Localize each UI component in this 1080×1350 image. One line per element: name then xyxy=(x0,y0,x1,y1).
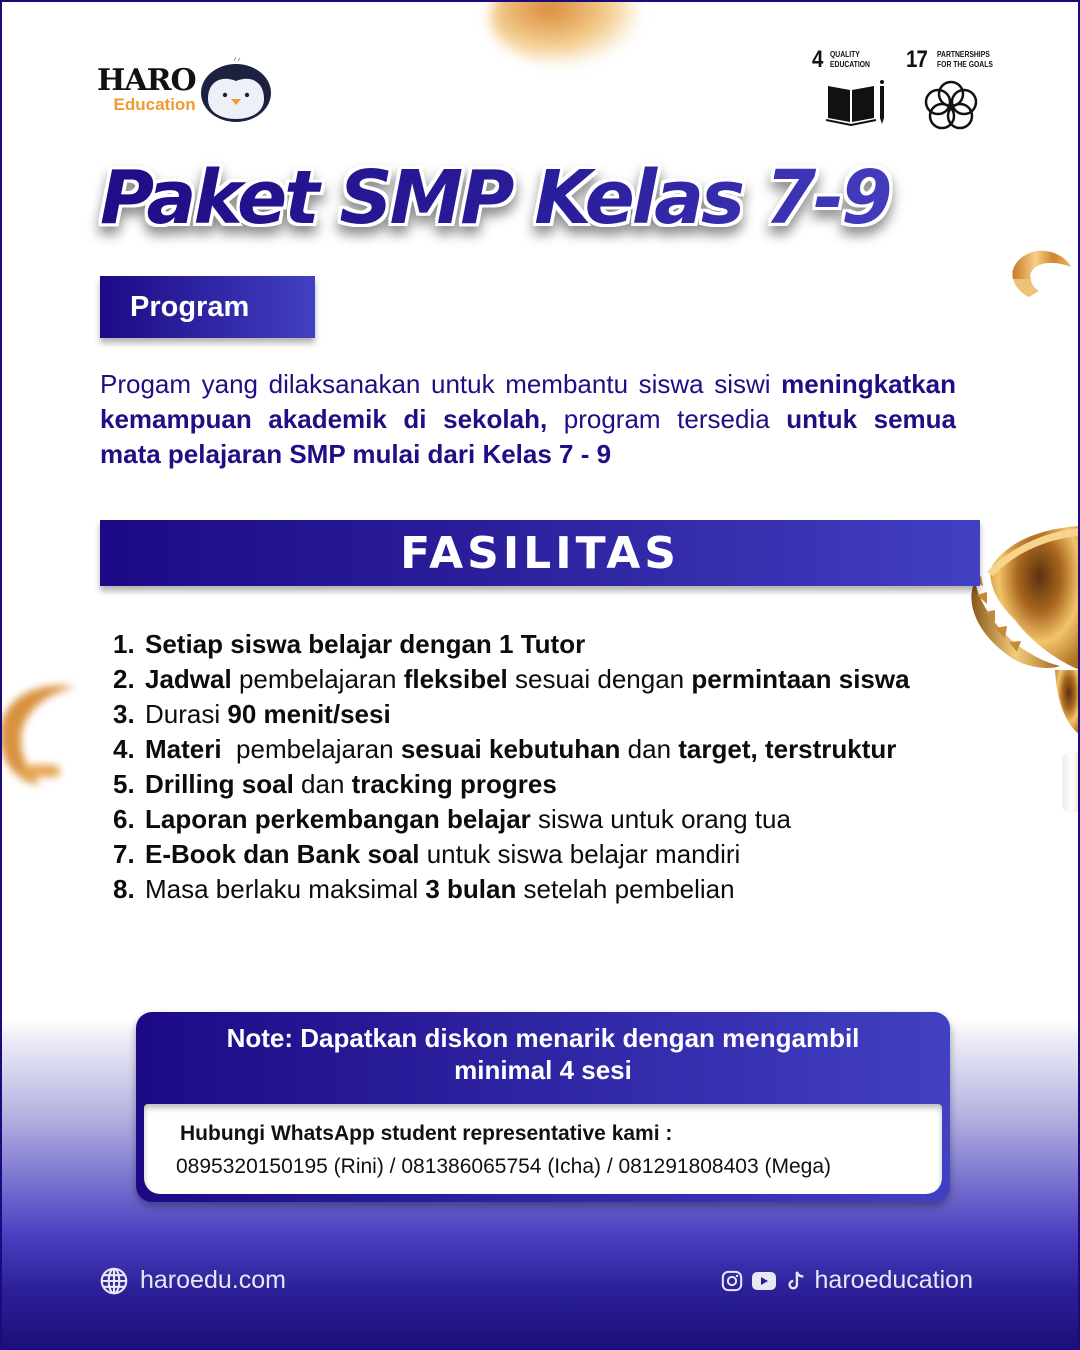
facility-plain-text: dan xyxy=(620,734,679,764)
website-text: haroedu.com xyxy=(140,1266,286,1294)
facility-item xyxy=(113,802,975,837)
social-handle: haroeducation xyxy=(814,1266,973,1294)
gold-ribbon-decoration xyxy=(1005,245,1075,300)
facility-bold-text: Laporan perkembangan belajar xyxy=(145,804,531,834)
facility-text xyxy=(145,662,975,697)
facility-bold-text: permintaan siswa xyxy=(691,664,910,694)
contact-numbers[interactable]: 0895320150195 (Rini) / 081386065754 (Icha) / 081291808403 (Mega) xyxy=(176,1155,831,1178)
program-label: Program xyxy=(130,290,250,323)
description-text: program tersedia xyxy=(547,404,787,434)
penguin-mascot-icon xyxy=(200,57,272,123)
facility-number: 1. xyxy=(113,629,135,659)
facility-plain-text: pembelajaran xyxy=(221,734,401,764)
brand-subtitle: Education xyxy=(113,95,196,114)
note-line-1: Note: Dapatkan diskon menarik dengan mengambil xyxy=(226,1023,860,1053)
facility-text xyxy=(145,732,975,767)
facility-number: 3. xyxy=(113,699,135,729)
facility-number: 2. xyxy=(113,664,135,694)
facility-text xyxy=(145,802,975,837)
sdg-label-line1: QUALITY xyxy=(830,50,861,59)
note-line-2: minimal 4 sesi xyxy=(454,1055,632,1085)
youtube-icon[interactable] xyxy=(751,1270,777,1292)
sdg-label-line1: PARTNERSHIPS xyxy=(936,50,990,59)
page-title: Paket SMP Kelas 7-9 xyxy=(100,148,980,248)
facility-number: 7. xyxy=(113,839,135,869)
facilities-heading-bar xyxy=(100,520,980,586)
sdg-number: 17 xyxy=(906,46,927,73)
facility-number: 6. xyxy=(113,804,135,834)
facility-text xyxy=(145,627,975,662)
sdg-label-line2: EDUCATION xyxy=(830,60,871,69)
book-pencil-icon xyxy=(826,80,888,126)
facility-bold-text: sesuai kebutuhan xyxy=(400,734,621,764)
facility-number: 4. xyxy=(113,734,135,764)
facility-bold-text: target, terstruktur xyxy=(678,734,897,764)
social-media-handles[interactable] xyxy=(721,1266,973,1295)
facility-plain-text: untuk siswa belajar mandiri xyxy=(419,839,741,869)
brand-name: HARO xyxy=(97,63,196,98)
facility-bold-text: Materi xyxy=(145,734,222,764)
description-bold-text: meningkatkan kemampuan akademik di sekolah, xyxy=(100,369,956,434)
facility-item xyxy=(113,627,975,662)
facility-text xyxy=(145,697,975,732)
facility-number: 5. xyxy=(113,769,135,799)
globe-icon xyxy=(100,1267,128,1295)
facility-plain-text: Masa berlaku maksimal xyxy=(145,874,426,904)
note-card xyxy=(136,1012,950,1202)
program-description xyxy=(100,367,956,472)
facility-plain-text: setelah pembelian xyxy=(516,874,735,904)
decorative-gold-blur xyxy=(490,0,640,65)
description-text: Progam yang dilaksanakan untuk membantu siswa siswi xyxy=(100,369,782,399)
facility-plain-text: Durasi xyxy=(145,699,228,729)
facility-item xyxy=(113,872,975,907)
facility-bold-text: fleksibel xyxy=(403,664,508,694)
facility-bold-text: 90 menit/sesi xyxy=(227,699,391,729)
description-bold-text: untuk semua mata pelajaran SMP mulai dari Kelas 7 - 9 xyxy=(100,404,956,469)
facility-number: 8. xyxy=(113,874,135,904)
facility-item xyxy=(113,662,975,697)
sdg-4-quality-education-badge xyxy=(812,46,888,126)
instagram-icon[interactable] xyxy=(721,1270,743,1292)
facility-item xyxy=(113,732,975,767)
program-section-tag xyxy=(100,276,315,338)
website-link[interactable] xyxy=(100,1266,286,1295)
facility-item xyxy=(113,767,975,802)
trophy-base-decoration xyxy=(1062,752,1080,812)
facility-text xyxy=(145,767,975,802)
facility-bold-text: tracking progres xyxy=(351,769,557,799)
sdg-number: 4 xyxy=(812,46,823,73)
interlocking-rings-icon xyxy=(924,80,978,130)
facility-bold-text: Setiap siswa belajar dengan 1 Tutor xyxy=(145,629,586,659)
sdg-label-line2: FOR THE GOALS xyxy=(936,60,993,69)
contact-box xyxy=(144,1104,942,1194)
facilities-list xyxy=(113,627,975,907)
facility-bold-text: E-Book dan Bank soal xyxy=(145,839,420,869)
facility-bold-text: 3 bulan xyxy=(425,874,517,904)
tiktok-icon[interactable] xyxy=(785,1270,807,1292)
facility-plain-text: pembelajaran xyxy=(231,664,404,694)
sdg-17-partnerships-badge xyxy=(906,46,1002,130)
facility-bold-text: Drilling soal xyxy=(145,769,294,799)
haro-education-logo xyxy=(97,55,272,125)
facility-text xyxy=(145,837,975,872)
contact-label: Hubungi WhatsApp student representative kami : xyxy=(180,1122,673,1145)
facility-item xyxy=(113,837,975,872)
facilities-heading: FASILITAS xyxy=(400,527,680,579)
gold-ribbon-blur-decoration xyxy=(0,675,80,795)
facility-item xyxy=(113,697,975,732)
facility-bold-text: Jadwal xyxy=(145,664,232,694)
facility-text xyxy=(145,872,975,907)
discount-note xyxy=(136,1012,950,1096)
facility-plain-text: dan xyxy=(293,769,352,799)
facility-plain-text: siswa untuk orang tua xyxy=(530,804,791,834)
facility-plain-text: sesuai dengan xyxy=(507,664,692,694)
